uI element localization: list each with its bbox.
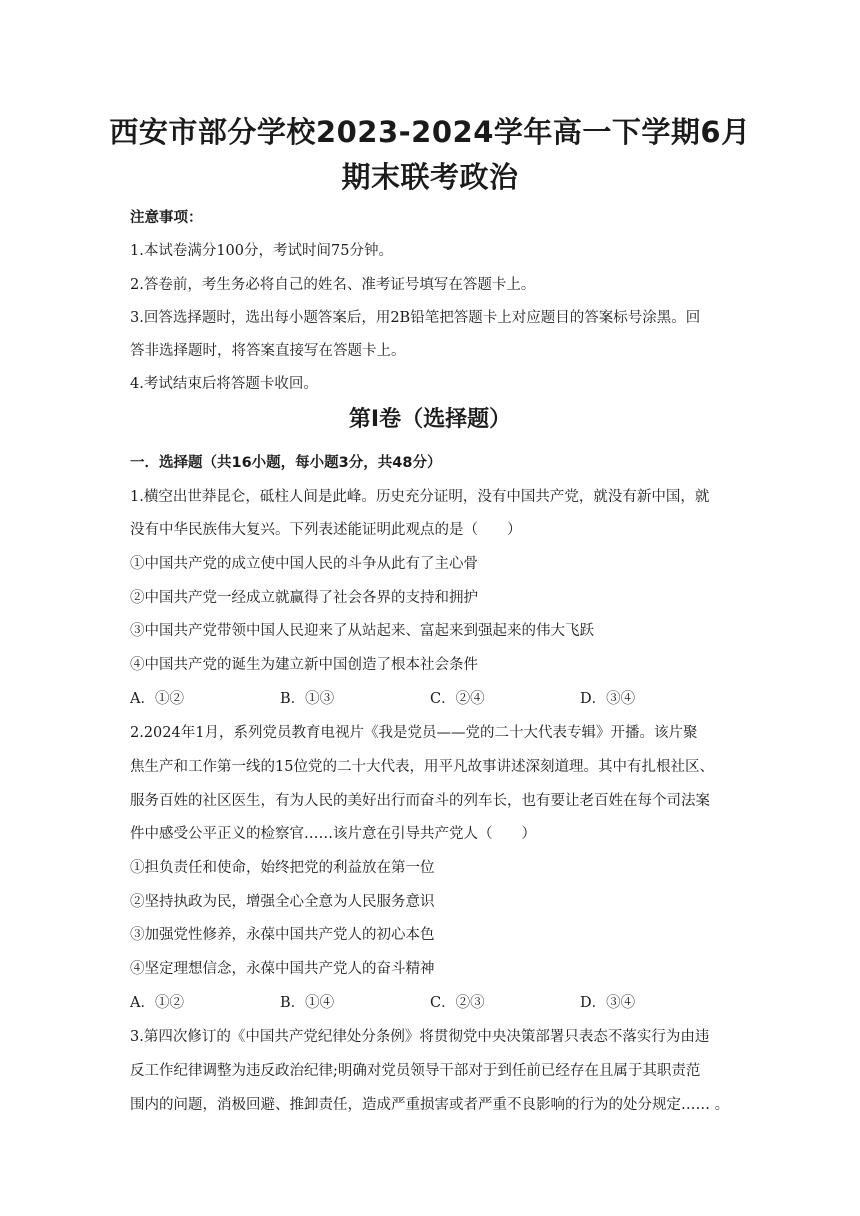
- q1-option-a: A．①②: [130, 691, 184, 707]
- q2-item-3: ③加强党性修养，永葆中国共产党人的初心本色: [130, 927, 435, 943]
- notice-4: 4.考试结束后将答题卡收回。: [130, 376, 318, 392]
- notice-3-line-1: 3.回答选择题时，选出每小题答案后，用2B铅笔把答题卡上对应题目的答案标号涂黑。回: [130, 310, 701, 326]
- q2-stem-line-2: 焦生产和工作第一线的15位党的二十大代表，用平凡故事讲述深刻道理。其中有扎根社区、: [130, 759, 714, 775]
- q1-stem-line-1: 1.横空出世莽昆仑，砥柱人间是此峰。历史充分证明，没有中国共产党，就没有新中国，就: [130, 489, 710, 505]
- q1-item-4: ④中国共产党的诞生为建立新中国创造了根本社会条件: [130, 657, 478, 673]
- q1-item-1: ①中国共产党的成立使中国人民的斗争从此有了主心骨: [130, 556, 478, 572]
- q2-stem-line-4: 件中感受公平正义的检察官……该片意在引导共产党人（ ）: [130, 826, 536, 842]
- q1-item-2: ②中国共产党一经成立就赢得了社会各界的支持和拥护: [130, 590, 478, 606]
- q2-item-2: ②坚持执政为民，增强全心全意为人民服务意识: [130, 894, 435, 910]
- section-heading: 一．选择题（共16小题，每小题3分，共48分）: [130, 455, 442, 471]
- q3-stem-line-1: 3.第四次修订的《中国共产党纪律处分条例》将贯彻党中央决策部署只表态不落实行为由违: [130, 1029, 710, 1045]
- q2-stem-line-1: 2.2024年1月，系列党员教育电视片《我是党员——党的二十大代表专辑》开播。该片聚: [130, 725, 698, 741]
- q2-option-a: A．①②: [130, 995, 184, 1011]
- q2-option-c: C．②③: [430, 995, 485, 1011]
- q1-item-3: ③中国共产党带领中国人民迎来了从站起来、富起来到强起来的伟大飞跃: [130, 623, 594, 639]
- q1-stem-line-2: 没有中华民族伟大复兴。下列表述能证明此观点的是（ ）: [130, 522, 522, 538]
- notice-heading: 注意事项：: [130, 210, 203, 226]
- q2-stem-line-3: 服务百姓的社区医生，有为人民的美好出行而奋斗的列车长，也有要让老百姓在每个司法案: [130, 793, 710, 809]
- document-title-line-2: 期末联考政治: [341, 160, 519, 194]
- q3-stem-line-3: 围内的问题，消极回避、推卸责任，造成严重损害或者严重不良影响的行为的处分规定…… 。: [130, 1097, 730, 1113]
- q1-option-c: C．②④: [430, 691, 485, 707]
- q1-option-b: B．①③: [280, 691, 335, 707]
- notice-3-line-2: 答非选择题时，将答案直接写在答题卡上。: [130, 343, 406, 359]
- document-title-line-1: 西安市部分学校2023-2024学年高一下学期6月: [109, 115, 751, 149]
- q2-item-1: ①担负责任和使命，始终把党的利益放在第一位: [130, 860, 435, 876]
- q1-option-d: D．③④: [580, 691, 636, 707]
- part-title: 第Ⅰ卷（选择题）: [348, 407, 512, 432]
- notice-1: 1.本试卷满分100分，考试时间75分钟。: [130, 243, 393, 259]
- q2-item-4: ④坚定理想信念，永葆中国共产党人的奋斗精神: [130, 961, 435, 977]
- q2-option-b: B．①④: [280, 995, 335, 1011]
- q2-option-d: D．③④: [580, 995, 636, 1011]
- notice-2: 2.答卷前，考生务必将自己的姓名、准考证号填写在答题卡上。: [130, 277, 536, 293]
- q3-stem-line-2: 反工作纪律调整为违反政治纪律;明确对党员领导干部对于到任前已经存在且属于其职责范: [130, 1063, 701, 1079]
